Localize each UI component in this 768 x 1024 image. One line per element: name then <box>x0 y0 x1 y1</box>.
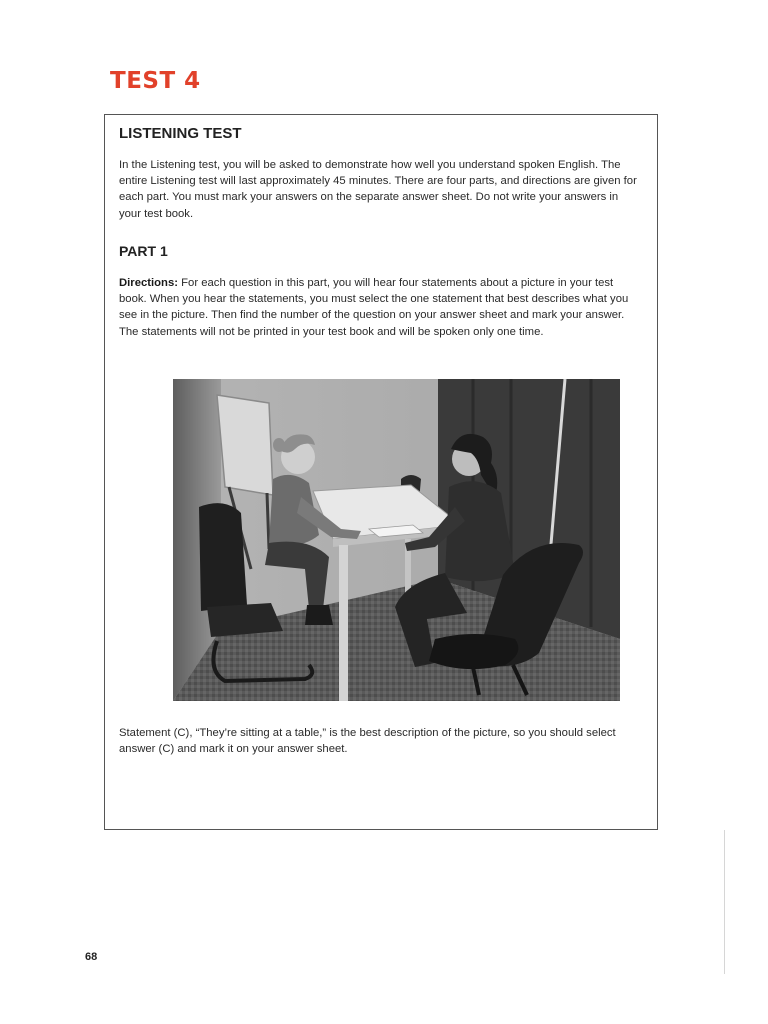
test-title: TEST 4 <box>110 68 201 94</box>
example-photo <box>173 379 620 701</box>
directions-text: For each question in this part, you will hear four statements about a picture in your test book. When you hear the statements, you must select the one statement that best describes what you see in the picture. Then find the number of the question on your answer sheet and mark your answer. The statements will not be printed in your test book and will be spoken only one time. <box>119 277 629 338</box>
part-1-heading: PART 1 <box>119 243 168 259</box>
page-number: 68 <box>85 951 98 963</box>
statement-paragraph: Statement (C), “They’re sitting at a table,” is the best description of the picture, so you should select answer (C) and mark it on your answer sheet. <box>119 727 616 756</box>
directions-label: Directions: <box>119 277 179 289</box>
directions-paragraph <box>119 275 639 340</box>
photo-illustration <box>173 379 620 701</box>
listening-test-heading: LISTENING TEST <box>119 125 242 142</box>
page-edge-rule <box>724 830 725 974</box>
listening-intro-paragraph: In the Listening test, you will be asked to demonstrate how well you understand spoken English. The entire Listening test will last approximately 45 minutes. There are four parts, and directions are given for each part. You must mark your answers on the separate answer sheet. Do not write your answers in your test book. <box>119 159 637 220</box>
listening-test-box <box>104 114 658 830</box>
